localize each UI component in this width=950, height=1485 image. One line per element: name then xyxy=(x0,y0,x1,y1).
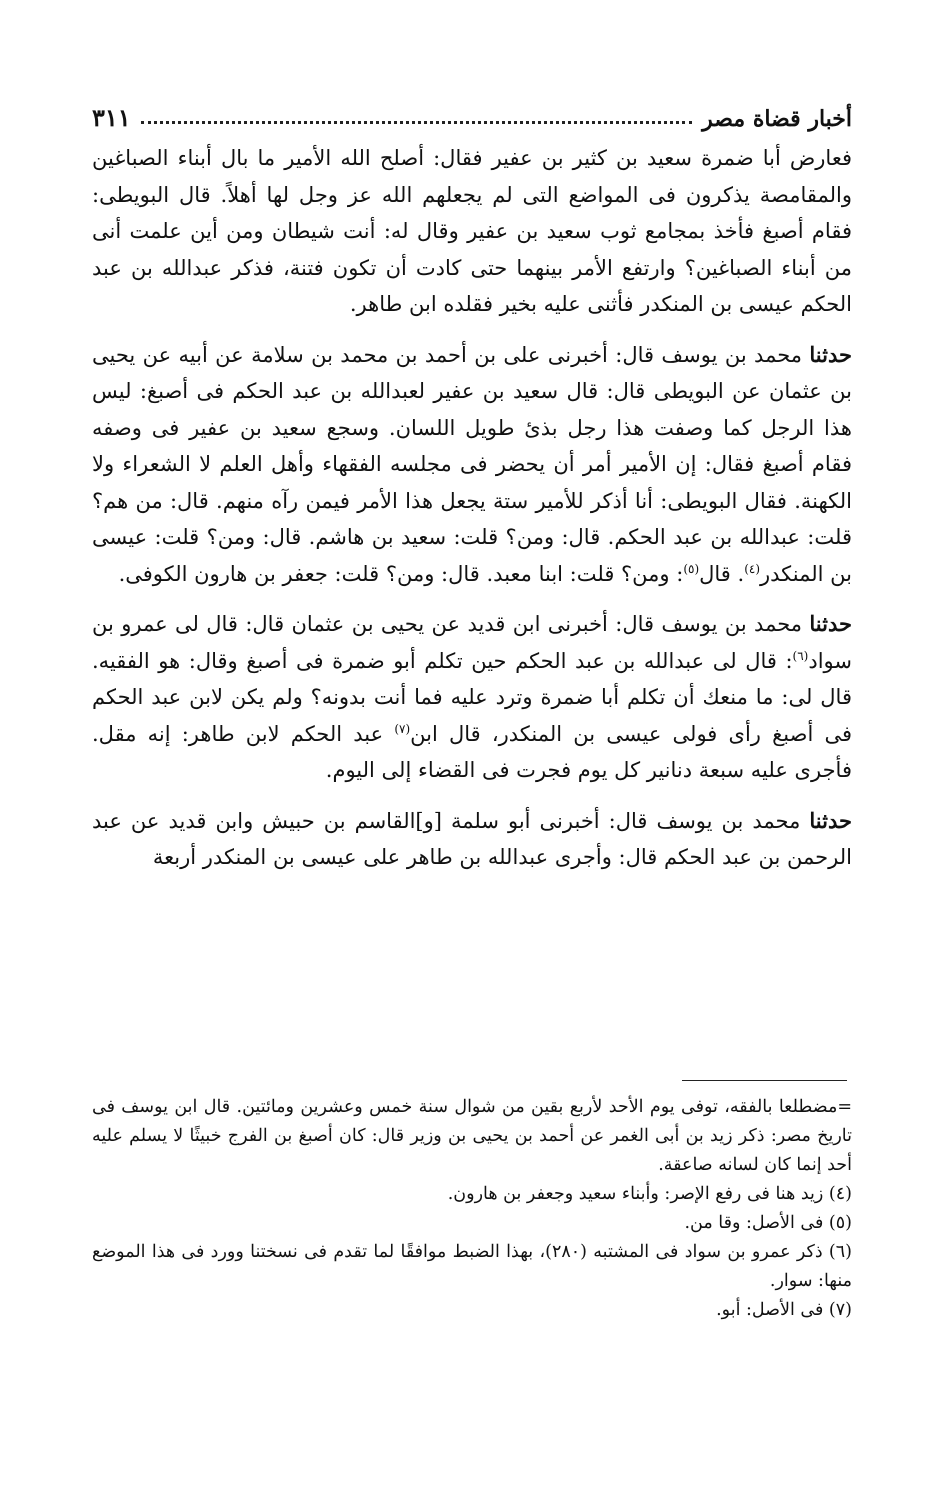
paragraph-lead: حدثنا xyxy=(809,341,852,367)
footnote-7: (٧) فى الأصل: أبو. xyxy=(716,1300,852,1320)
paragraph-2 xyxy=(92,337,852,593)
page-number: ٣١١ xyxy=(92,103,131,132)
footnote-4: (٤) زيد هنا فى رفع الإصر: وأبناء سعيد وجعفر بن هارون. xyxy=(447,1184,852,1204)
footnote-ref-7: (٧) xyxy=(394,721,411,736)
header-leader-dots xyxy=(141,121,693,124)
running-header xyxy=(92,92,852,132)
footnote-6: (٦) ذكر عمرو بن سواد فى المشتبه (٢٨٠)، بهذا الضبط موافقًا لما تقدم فى نسختنا وورد فى هذا الموضع منها: سوار. xyxy=(92,1242,852,1291)
paragraph-text: محمد بن يوسف قال: أخبرنى ابن قديد عن يحيى بن عثمان قال: قال لى عمرو بن سواد xyxy=(92,612,852,673)
paragraph-1 xyxy=(92,140,852,323)
footnote-continuation: =مضطلعا بالفقه، توفى يوم الأحد لأربع بقين من شوال سنة خمس وعشرين ومائتين. قال ابن يوسف فى تاريخ مصر: ذكر زيد بن أبى الغمر عن أحمد بن يحيى بن وزير قال: كان أصبغ بن الفرج خبيثًا لا يسلم عليه أحد إنما كان لسانه صاعقة. xyxy=(92,1097,852,1175)
main-text xyxy=(92,140,852,884)
book-title: أخبار قضاة مصر xyxy=(702,106,852,132)
paragraph-3 xyxy=(92,606,852,789)
paragraph-lead: حدثنا xyxy=(809,807,852,833)
paragraph-text-tail: عبد الحكم لابن طاهر: إنه مقل. فأجرى عليه سبعة دنانير كل يوم فجرت فى القضاء إلى اليوم. xyxy=(92,721,852,782)
paragraph-text-mid: : قال لى عبدالله بن عبد الحكم حين تكلم أبو ضمرة فى أصبغ وقال: هو الفقيه. قال لى: ما منعك أن تكلم أبا ضمرة وترد عليه فما أنت بدونه؟ ولم يكن لابن عبد الحكم فى أصبغ رأى فولى عيسى بن المنكدر، قال ابن xyxy=(92,648,852,746)
paragraph-text: فعارض أبا ضمرة سعيد بن كثير بن عفير فقال: أصلح الله الأمير ما بال أبناء الصباغين والمقامصة يذكرون فى المواضع التى لم يجعلهم الله عز وجل لها أهلاً. قال البويطى: فقام أصبغ فأخذ بمجامع ثوب سعيد بن عفير وقال له: أنت شيطان ومن أين علمت أنى من أبناء الصباغين؟ وارتفع الأمر بينهما حتى كادت أن تكون فتنة، فذكر عبدالله بن عبد الحكم عيسى بن المنكدر فأثنى عليه بخير فقلده ابن طاهر. xyxy=(92,146,852,316)
footnote-ref-6: (٦) xyxy=(792,648,809,663)
paragraph-text-mid: . قال xyxy=(699,561,745,586)
footnotes xyxy=(92,1093,852,1325)
footnote-5: (٥) فى الأصل: وقا من. xyxy=(684,1213,852,1233)
footnote-ref-5: (٥) xyxy=(683,561,700,576)
paragraph-text-tail: : ومن؟ قلت: ابنا معبد. قال: ومن؟ قلت: جعفر بن هارون الكوفى. xyxy=(118,561,684,586)
footnote-ref-4: (٤) xyxy=(744,561,761,576)
footnote-separator xyxy=(682,1080,847,1081)
paragraph-text: محمد بن يوسف قال: أخبرنى على بن أحمد بن محمد بن سلامة عن أبيه عن يحيى بن عثمان عن البويطى قال: قال سعيد بن عفير لعبدالله بن عبد الحكم فى أصبغ: ليس هذا الرجل كما وصفت هذا رجل بذئ طويل اللسان. وسجع سعيد بن عفير فى وصفه فقام أصبغ فقال: إن الأمير أمر أن يحضر فى مجلسه الفقهاء وأهل العلم لا الشعراء ولا الكهنة. فقال البويطى: أنا أذكر للأمير ستة يجعل هذا الأمر فيمن رآه منهم. قال: من هم؟ قلت: عبدالله بن عبد الحكم. قال: ومن؟ قلت: سعيد بن هاشم. قال: ومن؟ قلت: عيسى بن المنكدر xyxy=(92,342,852,586)
paragraph-text: محمد بن يوسف قال: أخبرنى أبو سلمة [و]القاسم بن حبيش وابن قديد عن عبد الرحمن بن عبد الحكم قال: وأجرى عبدالله بن طاهر على عيسى بن المنكدر أربعة xyxy=(92,808,852,869)
paragraph-lead: حدثنا xyxy=(809,611,852,636)
paragraph-4 xyxy=(92,803,852,876)
